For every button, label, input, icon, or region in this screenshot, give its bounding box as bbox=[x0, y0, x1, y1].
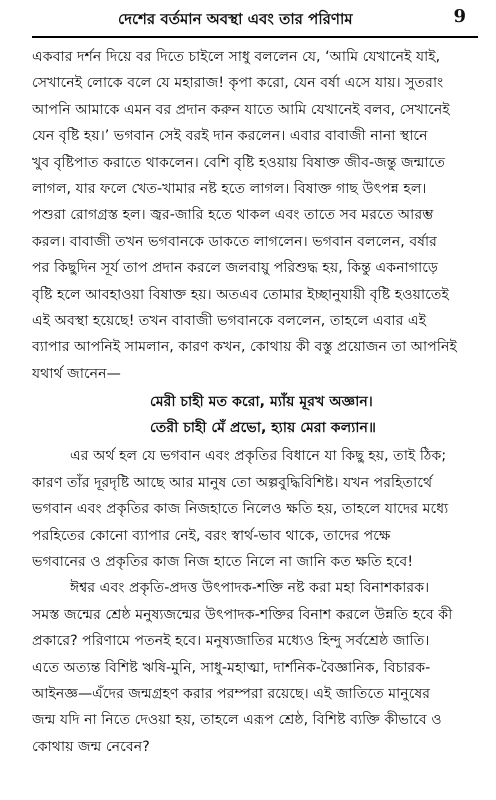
text-line: খুব বৃষ্টিপাত করাতে থাকলেন। বেশি বৃষ্টি হওয়ায় বিষাক্ত জীব-জন্তু জন্মাতে bbox=[32, 154, 445, 171]
text-line: এতে অত্যন্ত বিশিষ্ট ঋষি-মুনি, সাধু-মহাত্মা, দার্শনিক-বৈজ্ঞানিক, বিচারক- bbox=[32, 659, 431, 676]
text-line: জন্ম যদি না নিতে দেওয়া হয়, তাহলে এরূপ শ্রেষ্ঠ, বিশিষ্ট ব্যক্তি কীভাবে ও bbox=[32, 712, 442, 729]
text-line: একবার দর্শন দিয়ে বর দিতে চাইলে সাধু বললেন যে, ‘আমি যেখানেই যাই, bbox=[32, 49, 441, 65]
text-line: পর কিছুদিন সূর্য তাপ প্রদান করলে জলবায়ু পরিশুদ্ধ হয়, কিন্তু একনাগাড়ে bbox=[32, 260, 439, 277]
text-line: বৃষ্টি হলে আবহাওয়া বিষাক্ত হয়। অতএব তোমার ইচ্ছানুযায়ী বৃষ্টি হওয়াতেই bbox=[32, 286, 449, 303]
text-line: ভগবানের ও প্রকৃতির কাজ নিজ হাতে নিলে না জানি কত ক্ষতি হবে! bbox=[32, 553, 414, 570]
text-line: ব্যাপার আপনিই সামলান, কারণ কখন, কোথায় কী বস্তু প্রয়োজন তা আপনিই bbox=[32, 339, 457, 356]
verse-line: মেরী চাহী মত করো, ম্যাঁয় মূরখ অজ্ঞান। bbox=[150, 394, 373, 411]
text-line: ভগবান এবং প্রকৃতির কাজ নিজহাতে নিলেও ক্ষতি হয়, তাহলে যাদের মধ্যে bbox=[32, 501, 449, 518]
verse-line: তেরী চাহী মেঁ প্রভো, হ্যায় মেরা কল্যান॥ bbox=[150, 420, 376, 437]
text-line: করল। বাবাজী তখন ভগবানকে ডাকতে লাগলেন। ভগবান বললেন, বর্ষার bbox=[32, 233, 437, 250]
verse-couplet bbox=[32, 389, 478, 441]
running-title: দেশের বর্তমান অবস্থা এবং তার পরিণাম bbox=[118, 10, 353, 28]
text-line: আপনি আমাকে এমন বর প্রদান করুন যাতে আমি যেখানেই বলব, সেখানেই bbox=[32, 101, 450, 118]
text-line: পশুরা রোগগ্রস্ত হল। জ্বর-জারি হতে থাকল এবং তাতে সব মরতে আরম্ভ bbox=[32, 207, 434, 224]
paragraph-1 bbox=[32, 44, 478, 387]
text-line: ঈশ্বর এবং প্রকৃতি-প্রদত্ত উৎপাদক-শক্তি নষ্ট করা মহা বিনাশকারক। bbox=[70, 580, 430, 597]
page-number: 9 bbox=[453, 6, 466, 27]
text-line: যেন বৃষ্টি হয়।’ ভগবান সেই বরই দান করলেন। এবার বাবাজী নানা স্থানে bbox=[32, 128, 428, 145]
text-line: সমস্ত জন্মের শ্রেষ্ঠ মনুষ্যজন্মের উৎপাদক-শক্তির বিনাশ করলে উন্নতি হবে কী bbox=[32, 606, 453, 623]
text-line: কোথায় জন্ম নেবেন? bbox=[32, 738, 150, 755]
text-line: লাগল, যার ফলে খেত-খামার নষ্ট হতে লাগল। বিষাক্ত গাছ উৎপন্ন হল। bbox=[32, 181, 427, 198]
text-line: যথার্থ জানেন— bbox=[32, 365, 121, 382]
text-line: এই অবস্থা হয়েছে! তখন বাবাজী ভগবানকে বললেন, তাহলে এবার এই bbox=[32, 313, 427, 330]
text-line: আইনজ্ঞ—এঁদের জন্মগ্রহণ করার পরম্পরা রয়েছে। এই জাতিতে মানুষের bbox=[32, 685, 431, 702]
text-line: পরহিতের কোনো ব্যাপার নেই, বরং স্বার্থ-ভাব থাকে, তাদের পক্ষে bbox=[32, 527, 391, 544]
page-header bbox=[32, 0, 478, 38]
text-line: প্রকারে? পরিণামে পতনই হবে। মনুষ্যজাতির মধ্যেও হিন্দু সর্বশ্রেষ্ঠ জাতি। bbox=[32, 633, 430, 650]
text-line: কারণ তাঁর দূরদৃষ্টি আছে আর মানুষ তো অল্পবুদ্ধিবিশিষ্ট। যখন পরহিতার্থে bbox=[32, 474, 433, 491]
paragraph-2 bbox=[32, 443, 478, 575]
paragraph-3 bbox=[32, 575, 478, 760]
text-line: সেখানেই লোকে বলে যে মহারাজ! কৃপা করো, যেন বর্ষা এসে যায়। সুতরাং bbox=[32, 75, 444, 92]
text-line: এর অর্থ হল যে ভগবান এবং প্রকৃতির বিধানে যা কিছু হয়, তাই ঠিক; bbox=[70, 448, 447, 465]
